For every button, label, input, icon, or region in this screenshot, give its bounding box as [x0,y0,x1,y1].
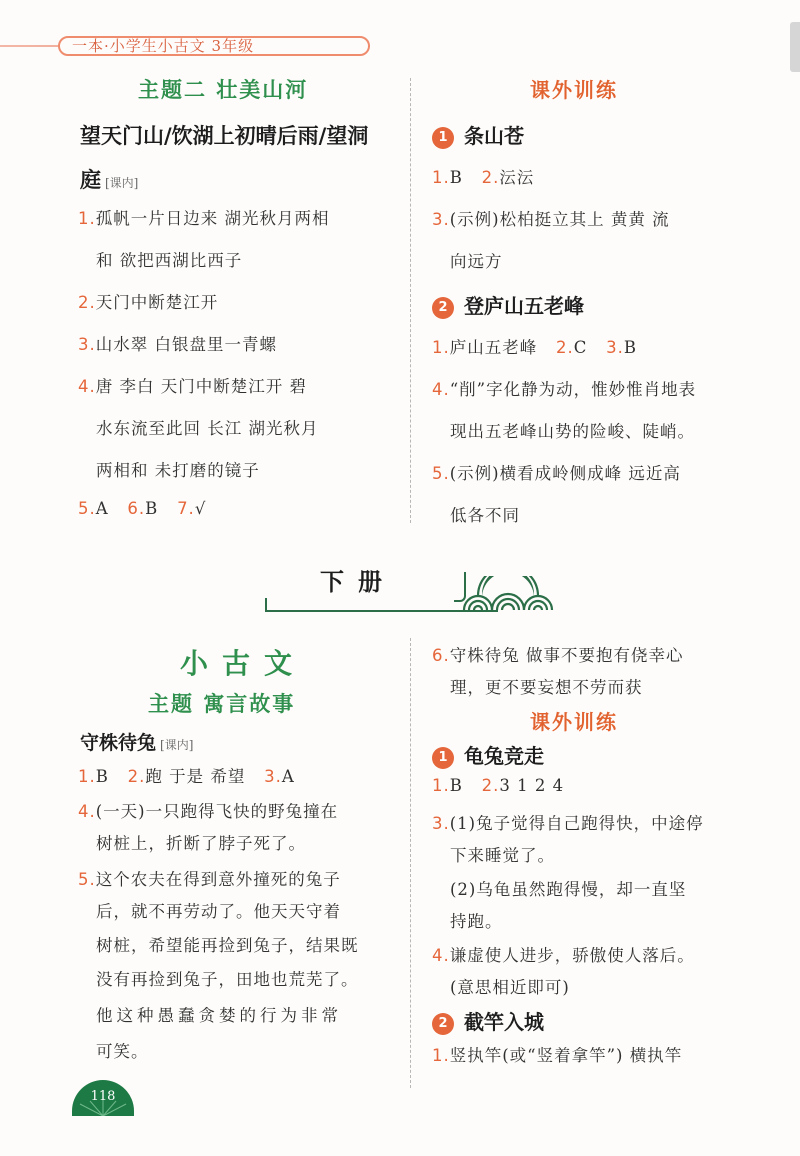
lesson-tag: [课内] [160,738,194,752]
lesson-tag: [课内] [105,176,139,190]
answer-line: 理，更不要妄想不劳而获 [450,678,643,697]
book-title: 一本·小学生小古文 3年级 [72,37,255,55]
answer-line: 低各不同 [450,506,520,525]
number-badge: 1 [432,747,454,769]
answer-line: 向远方 [450,252,503,271]
answer-line: (意思相近即可) [450,978,570,997]
number-badge: 2 [432,297,454,319]
lesson-title: 望天门山/饮湖上初晴后雨/望洞 [80,124,369,148]
theme-title: 主题二 壮美山河 [138,77,309,102]
answer-line: 3.(1)兔子觉得自己跑得快，中途停 [432,814,704,833]
answer-line: 两相和 未打磨的镜子 [96,461,260,480]
lesson-title-cont: 庭 [课内] [80,168,139,192]
answer-line: 树桩上，折断了脖子死了。 [96,834,306,853]
answer-line: 水东流至此回 长江 湖光秋月 [96,419,319,438]
answer-line: 3.(示例)松柏挺立其上 黄黄 流 [432,210,670,229]
number-badge: 2 [432,1013,454,1035]
answer-line: 和 欲把西湖比西子 [96,251,243,270]
answer-line: 6.守株待兔 做事不要抱有侥幸心 [432,646,684,665]
answer-line: 1.竖执竿(或“竖着拿竿”) 横执竿 [432,1046,683,1065]
exercise-title: 1 龟兔竞走 [432,740,544,769]
answer-line: 5.A 6.B 7.√ [78,499,207,518]
answer-line: 持跑。 [450,912,503,931]
answer-line: 4.(一天)一只跑得飞快的野兔撞在 [78,802,339,821]
answer-line: 可笑。 [96,1042,149,1061]
answer-line: 下来睡觉了。 [450,846,555,865]
answer-line: 没有再捡到兔子，田地也荒芜了。 [96,970,359,989]
answer-line: 他这种愚蠢贪婪的行为非常 [96,1006,342,1025]
answer-line: 1.B 2.沄沄 [432,168,535,187]
answer-line: 5.(示例)横看成岭侧成峰 远近高 [432,464,681,483]
lesson-title: 守株待兔 [课内] [80,732,194,754]
answer-line: 5.这个农夫在得到意外撞死的兔子 [78,870,341,889]
page-number: 118 [90,1089,116,1104]
exercise-title: 1 条山苍 [432,120,524,149]
answer-line: (2)乌龟虽然跑得慢，却一直坚 [450,880,687,899]
answer-line: 4.谦虚使人进步，骄傲使人落后。 [432,946,695,965]
column-divider-bottom [410,638,411,1088]
answer-line: 3.山水翠 白银盘里一青螺 [78,335,277,354]
answer-line: 树桩，希望能再捡到兔子，结果既 [96,936,359,955]
number-badge: 1 [432,127,454,149]
answer-line: 4.“削”字化静为动，惟妙惟肖地表 [432,380,697,399]
page-edge-tab [790,22,800,72]
answer-line: 1.B 2.3 1 2 4 [432,776,565,795]
answer-line: 1.B 2.跑 于是 希望 3.A [78,767,295,786]
big-title: 小古文 [180,647,307,680]
section-title-extra: 课外训练 [530,710,618,734]
answer-line: 1.孤帆一片日边来 湖光秋月两相 [78,209,330,228]
exercise-title: 2 截竿入城 [432,1006,544,1035]
section-title-extra: 课外训练 [530,78,618,102]
answer-line: 2.天门中断楚江开 [78,293,219,312]
column-divider-top [410,78,411,523]
wave-ornament-icon [462,576,554,612]
volume-title: 下册 [320,567,396,596]
exercise-title: 2 登庐山五老峰 [432,290,584,319]
theme-title: 主题 寓言故事 [148,691,296,716]
answer-line: 4.唐 李白 天门中断楚江开 碧 [78,377,307,396]
answer-line: 后，就不再劳动了。他天天守着 [96,902,341,921]
answer-line: 现出五老峰山势的险峻、陡峭。 [450,422,695,441]
answer-line: 1.庐山五老峰 2.C 3.B [432,338,638,357]
